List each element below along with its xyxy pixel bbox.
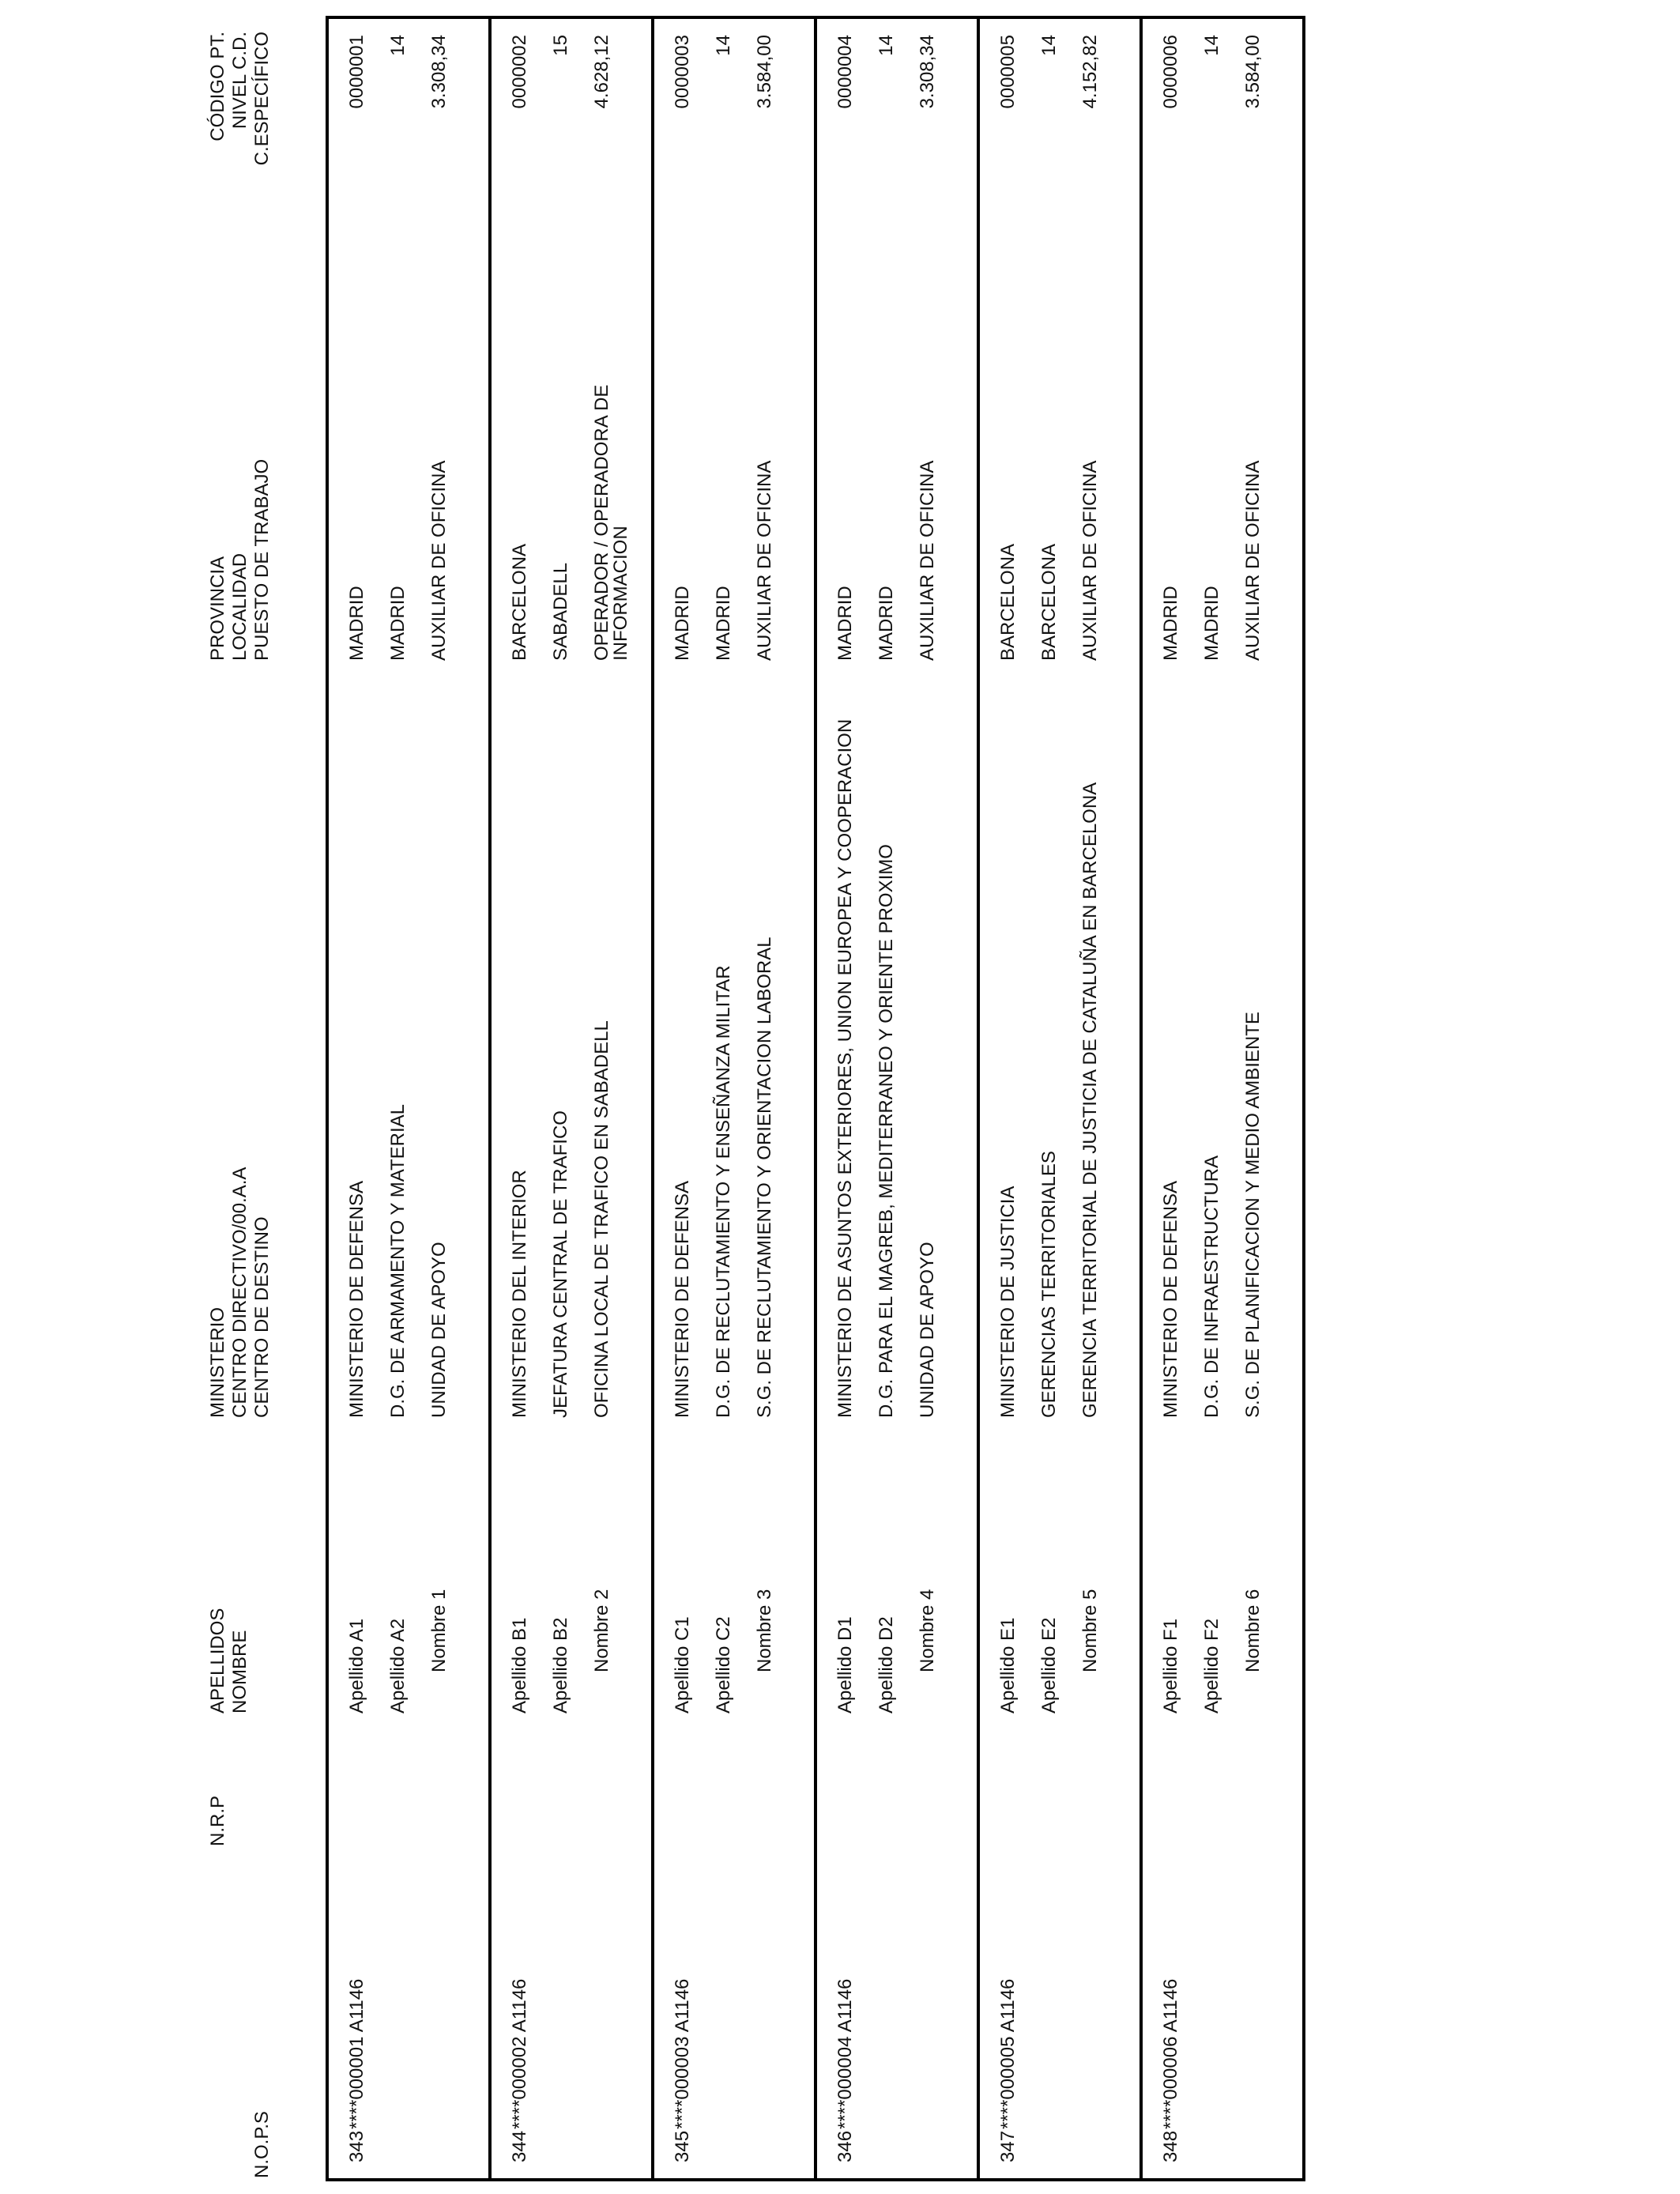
record-centro-destino: S.G. DE PLANIFICACION Y MEDIO AMBIENTE (1242, 1012, 1264, 1418)
record-nivel: 15 (550, 35, 571, 56)
header-ministerio-centros: MINISTERIO CENTRO DIRECTIVO/00.A.A CENTRO DE DESTINO (207, 1167, 273, 1418)
record-ministerio: MINISTERIO DE DEFENSA (346, 1180, 367, 1418)
records-table (326, 16, 1305, 2181)
record-centro-destino: OFICINA LOCAL DE TRAFICO EN SABADELL (591, 1020, 612, 1418)
record-apellido-1: Apellido E1 (997, 1617, 1019, 1713)
record-nivel: 14 (1038, 35, 1060, 56)
header-nops: N.O.P.S (251, 2111, 273, 2178)
record-row (654, 19, 817, 2178)
record-apellido-2: Apellido A2 (387, 1618, 409, 1713)
record-puesto-2: INFORMACION (610, 526, 631, 661)
record-nrp: ****000001 A1146 (346, 1978, 367, 2129)
record-apellido-1: Apellido B1 (509, 1617, 530, 1713)
record-apellido-2: Apellido E2 (1038, 1617, 1060, 1713)
record-puesto: AUXILIAR DE OFICINA (754, 460, 775, 661)
record-nops: 347 (997, 2130, 1019, 2162)
record-codigo: 0000002 (509, 35, 530, 109)
column-header (207, 0, 286, 2194)
record-centro-directivo: JEFATURA CENTRAL DE TRAFICO (550, 1110, 571, 1418)
record-nivel: 14 (1201, 35, 1222, 56)
record-centro-directivo: GERENCIAS TERRITORIALES (1038, 1151, 1060, 1418)
header-provincia-localidad-puesto: PROVINCIA LOCALIDAD PUESTO DE TRABAJO (207, 458, 273, 661)
record-apellido-1: Apellido C1 (672, 1616, 693, 1713)
record-localidad: SABADELL (550, 562, 571, 661)
record-nrp: ****000002 A1146 (509, 1978, 530, 2129)
record-apellido-1: Apellido A1 (346, 1618, 367, 1713)
record-nops: 348 (1160, 2130, 1181, 2162)
record-provincia: BARCELONA (997, 543, 1019, 661)
record-ministerio: MINISTERIO DE ASUNTOS EXTERIORES, UNION EUROPEA Y COOPERACION (834, 718, 856, 1418)
record-localidad: MADRID (387, 586, 409, 661)
record-nivel: 14 (387, 35, 409, 56)
record-especifico: 3.584,00 (1242, 35, 1264, 109)
record-localidad: MADRID (1201, 586, 1222, 661)
record-apellido-1: Apellido D1 (834, 1616, 856, 1713)
record-puesto: AUXILIAR DE OFICINA (917, 460, 938, 661)
record-especifico: 3.584,00 (754, 35, 775, 109)
record-apellido-2: Apellido D2 (876, 1616, 897, 1713)
record-codigo: 0000005 (997, 35, 1019, 109)
record-apellido-2: Apellido B2 (550, 1617, 571, 1713)
record-nombre: Nombre 6 (1242, 1589, 1264, 1672)
record-especifico: 3.308,34 (917, 35, 938, 109)
record-centro-directivo: D.G. DE INFRAESTRUCTURA (1201, 1155, 1222, 1418)
record-ministerio: MINISTERIO DE DEFENSA (672, 1180, 693, 1418)
record-apellido-2: Apellido C2 (713, 1616, 734, 1713)
record-puesto: AUXILIAR DE OFICINA (1079, 460, 1101, 661)
record-nivel: 14 (876, 35, 897, 56)
record-nombre: Nombre 5 (1079, 1589, 1101, 1672)
record-especifico: 4.152,82 (1079, 35, 1101, 109)
record-nrp: ****000003 A1146 (672, 1978, 693, 2129)
record-provincia: BARCELONA (509, 543, 530, 661)
record-nops: 346 (834, 2130, 856, 2162)
record-nrp: ****000006 A1146 (1160, 1978, 1181, 2129)
record-centro-destino: UNIDAD DE APOYO (428, 1242, 450, 1418)
record-ministerio: MINISTERIO DE DEFENSA (1160, 1180, 1181, 1418)
record-nrp: ****000004 A1146 (834, 1978, 856, 2129)
record-centro-destino: GERENCIA TERRITORIAL DE JUSTICIA DE CATALUÑA EN BARCELONA (1079, 782, 1101, 1418)
record-provincia: MADRID (834, 586, 856, 661)
record-row (1143, 19, 1305, 2178)
record-centro-directivo: D.G. DE RECLUTAMIENTO Y ENSEÑANZA MILITAR (713, 965, 734, 1418)
record-row (817, 19, 980, 2178)
record-codigo: 0000001 (346, 35, 367, 109)
record-codigo: 0000004 (834, 35, 856, 109)
record-puesto: AUXILIAR DE OFICINA (1242, 460, 1264, 661)
record-nivel: 14 (713, 35, 734, 56)
record-nombre: Nombre 4 (917, 1589, 938, 1672)
record-localidad: MADRID (713, 586, 734, 661)
record-nombre: Nombre 3 (754, 1589, 775, 1672)
record-centro-destino: UNIDAD DE APOYO (917, 1242, 938, 1418)
record-puesto: AUXILIAR DE OFICINA (428, 460, 450, 661)
record-codigo: 0000006 (1160, 35, 1181, 109)
record-provincia: MADRID (1160, 586, 1181, 661)
record-especifico: 4.628,12 (591, 35, 612, 109)
record-apellido-2: Apellido F2 (1201, 1618, 1222, 1713)
record-provincia: MADRID (346, 586, 367, 661)
record-codigo: 0000003 (672, 35, 693, 109)
record-ministerio: MINISTERIO DE JUSTICIA (997, 1186, 1019, 1418)
record-row (329, 19, 492, 2178)
record-centro-directivo: D.G. DE ARMAMENTO Y MATERIAL (387, 1104, 409, 1418)
record-localidad: MADRID (876, 586, 897, 661)
header-nrp: N.R.P (207, 1795, 228, 1846)
record-nombre: Nombre 1 (428, 1589, 450, 1672)
record-localidad: BARCELONA (1038, 543, 1060, 661)
record-puesto: OPERADOR / OPERADORA DE (591, 384, 612, 661)
header-apellidos-nombre: APELLIDOS NOMBRE (207, 1608, 250, 1713)
record-ministerio: MINISTERIO DEL INTERIOR (509, 1170, 530, 1418)
record-apellido-1: Apellido F1 (1160, 1618, 1181, 1713)
record-nops: 345 (672, 2130, 693, 2162)
record-nops: 344 (509, 2130, 530, 2162)
record-centro-destino: S.G. DE RECLUTAMIENTO Y ORIENTACION LABORAL (754, 937, 775, 1418)
record-nrp: ****000005 A1146 (997, 1978, 1019, 2129)
header-codigo-nivel-especifico: CÓDIGO PT. NIVEL C.D. C.ESPECÍFICO (207, 32, 273, 166)
record-row (492, 19, 654, 2178)
record-centro-directivo: D.G. PARA EL MAGREB, MEDITERRANEO Y ORIENTE PROXIMO (876, 844, 897, 1418)
record-especifico: 3.308,34 (428, 35, 450, 109)
record-provincia: MADRID (672, 586, 693, 661)
record-nombre: Nombre 2 (591, 1589, 612, 1672)
record-row (980, 19, 1143, 2178)
record-nops: 343 (346, 2130, 367, 2162)
